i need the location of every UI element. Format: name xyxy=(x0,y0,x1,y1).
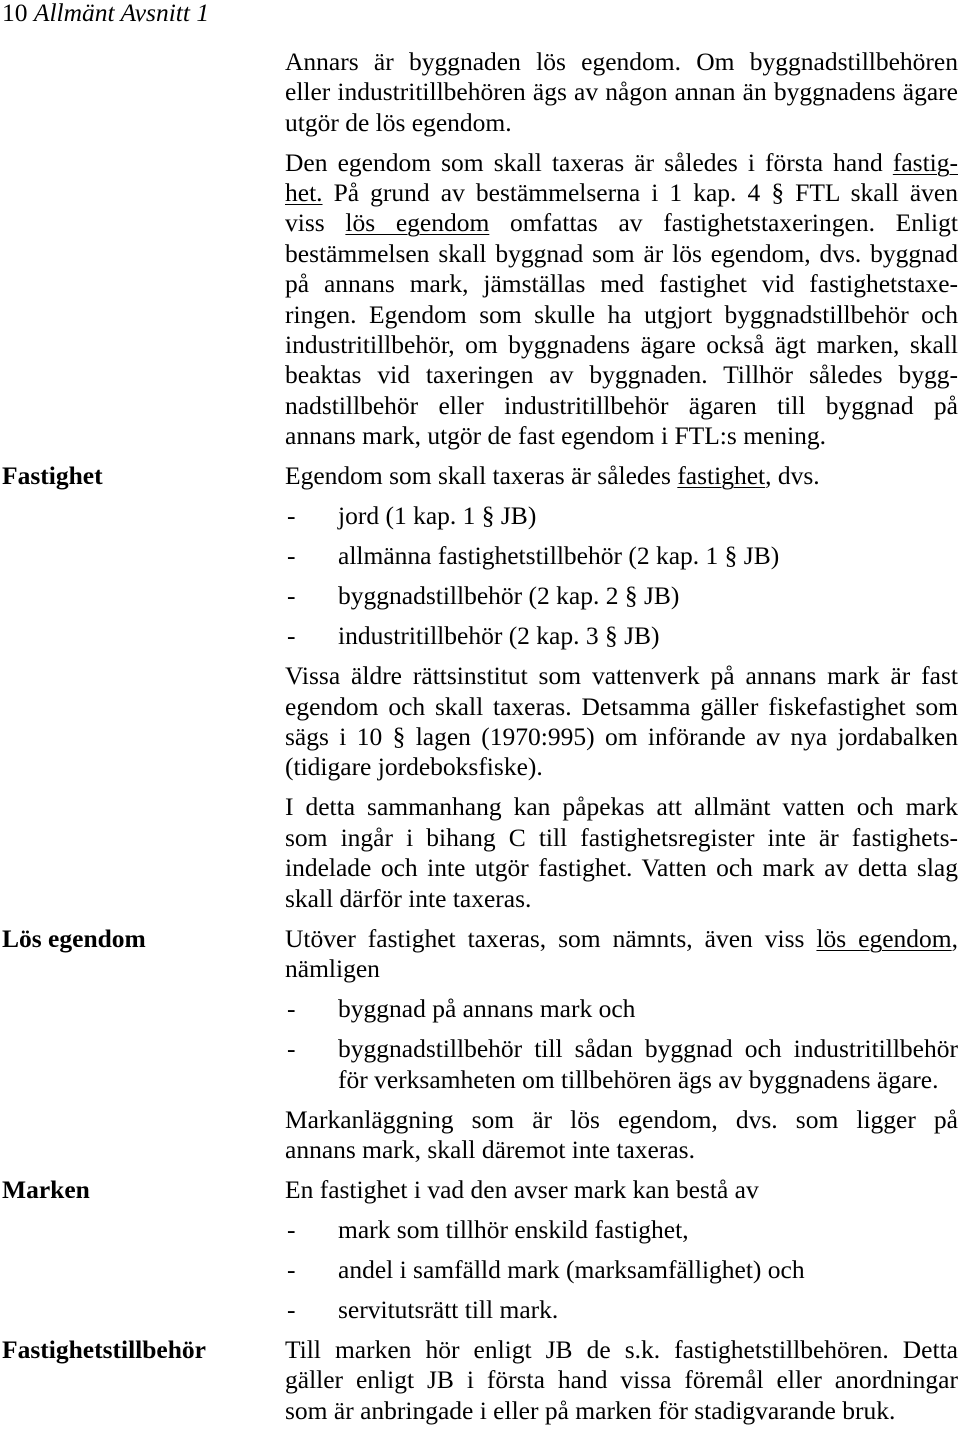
text-segment: Den egendom som skall taxeras är således i första hand xyxy=(285,147,893,177)
text-line: Vissa äldre rättsinstitut som vattenverk på annans mark är fast xyxy=(285,661,958,691)
underlined-term: lös egendom xyxy=(345,208,490,238)
list-marker: - xyxy=(287,1254,296,1284)
text-line: nämligen xyxy=(285,954,380,984)
underlined-term: lös egendom xyxy=(816,923,952,953)
text-line xyxy=(285,178,958,208)
text-line: utgör de lös egendom. xyxy=(285,107,512,137)
text-line: eller industritillbehören ägs av någon annan än byggnadens ägare xyxy=(285,77,958,107)
text-line: allmänna fastighetstillbehör (2 kap. 1 § JB) xyxy=(338,541,780,571)
text-segment: , dvs. xyxy=(765,461,820,491)
text-segment: Egendom som skall taxeras är således xyxy=(285,461,678,491)
text-line: som är anbringade i eller på marken för stadigvarande bruk. xyxy=(285,1395,896,1425)
margin-label-fastighet: Fastighet xyxy=(2,461,103,491)
text-segment: Utöver fastighet taxeras, som nämnts, även viss xyxy=(285,923,817,953)
list-item xyxy=(285,581,958,611)
list-item xyxy=(285,1034,958,1095)
underlined-term: fastig- xyxy=(892,147,958,177)
paragraph xyxy=(2,1174,958,1205)
list-item xyxy=(285,1215,958,1245)
text-line: för verksamheten om tillbehören ägs av byggnadens ägare. xyxy=(338,1064,939,1094)
text-line: En fastighet i vad den avser mark kan bestå av xyxy=(285,1174,759,1204)
text-line xyxy=(285,924,958,954)
list-marker: - xyxy=(287,1214,296,1244)
list-marker: - xyxy=(287,621,296,651)
list-item xyxy=(285,541,958,571)
main-text-column xyxy=(2,46,959,1430)
text-line: skall därför inte taxeras. xyxy=(285,883,532,913)
text-line xyxy=(285,148,958,178)
paragraph xyxy=(285,1105,958,1166)
text-line: servitutsrätt till mark. xyxy=(338,1294,559,1324)
list-item xyxy=(285,1295,958,1325)
text-line: på annans mark, jämställas med fastighet vid fastighetstaxe- xyxy=(285,269,958,299)
text-line: I detta sammanhang kan påpekas att allmänt vatten och mark xyxy=(285,792,958,822)
underlined-term: fastighet xyxy=(677,461,766,491)
margin-label-los-egendom: Lös egendom xyxy=(2,923,146,953)
list-item xyxy=(285,501,958,531)
paragraph xyxy=(285,47,958,138)
text-line: nadstillbehör eller industritillbehör ägaren till byggnad på xyxy=(285,390,958,420)
list-item xyxy=(285,1255,958,1285)
text-line: annans mark, skall däremot inte taxeras. xyxy=(285,1134,695,1164)
text-line: sägs i 10 § lagen (1970:995) om införande av nya jordabalken xyxy=(285,722,958,752)
text-segment: viss xyxy=(285,208,346,238)
text-line: ringen. Egendom som skulle ha utgjort byggnadstillbehör och xyxy=(285,299,958,329)
text-line: andel i samfälld mark (marksamfällighet) och xyxy=(338,1254,805,1284)
text-line: byggnadstillbehör (2 kap. 2 § JB) xyxy=(338,581,680,611)
paragraph xyxy=(285,148,958,452)
text-line: byggnadstillbehör till sådan byggnad och industritillbehör xyxy=(338,1034,958,1064)
text-line: industritillbehör, om byggnadens ägare också ägt marken, skall xyxy=(285,330,958,360)
text-segment: På grund av bestämmelserna i 1 kap. 4 § FTL skall även xyxy=(322,178,958,208)
list-item xyxy=(285,621,958,651)
text-line: bestämmelsen skall byggnad som är lös egendom, dvs. byggnad xyxy=(285,238,958,268)
list-item xyxy=(285,994,958,1024)
text-line: jord (1 kap. 1 § JB) xyxy=(338,501,537,531)
text-line: beaktas vid taxeringen av byggnaden. Tillhör således bygg- xyxy=(285,360,958,390)
text-line: annans mark, utgör de fast egendom i FTL:s mening. xyxy=(285,421,827,451)
margin-label-fastighetstillbehor: Fastighetstillbehör xyxy=(2,1334,206,1364)
text-line: egendom och skall taxeras. Detsamma gäller fiskefastighet som xyxy=(285,691,958,721)
list-marker: - xyxy=(287,501,296,531)
paragraph xyxy=(2,461,958,491)
text-line: mark som tillhör enskild fastighet, xyxy=(338,1214,689,1244)
text-line: gäller enligt JB i första hand vissa föremål eller anordningar xyxy=(285,1365,958,1395)
text-line: (tidigare jordeboksfiske). xyxy=(285,752,543,782)
paragraph xyxy=(2,1334,958,1426)
text-line: indelade och inte utgör fastighet. Vatten och mark av detta slag xyxy=(285,853,958,883)
paragraph xyxy=(285,661,958,783)
page-header xyxy=(2,0,209,25)
list-marker: - xyxy=(287,1294,296,1324)
text-line: byggnad på annans mark och xyxy=(338,994,636,1024)
text-line xyxy=(285,461,958,491)
list-marker: - xyxy=(287,541,296,571)
text-segment: , xyxy=(951,923,959,953)
text-line xyxy=(285,208,958,238)
page-number: 10 xyxy=(2,0,28,27)
section-title: Allmänt Avsnitt 1 xyxy=(33,0,210,27)
text-line: Till marken hör enligt JB de s.k. fastighetstillbehören. Detta xyxy=(285,1334,958,1364)
text-line: som ingår i bihang C till fastighetsregister inte är fastighets- xyxy=(285,822,958,852)
text-segment: omfattas av fastighetstaxeringen. Enligt xyxy=(489,208,958,238)
paragraph xyxy=(2,923,959,985)
text-line: Annars är byggnaden lös egendom. Om byggnadstillbehören xyxy=(285,46,958,76)
margin-label-marken: Marken xyxy=(2,1174,90,1204)
list-marker: - xyxy=(287,994,296,1024)
text-line: Markanläggning som är lös egendom, dvs. som ligger på xyxy=(285,1104,958,1134)
paragraph xyxy=(285,792,958,914)
text-line: industritillbehör (2 kap. 3 § JB) xyxy=(338,621,660,651)
underlined-term: het. xyxy=(285,178,323,208)
list-marker: - xyxy=(287,1034,296,1064)
list-marker: - xyxy=(287,581,296,611)
